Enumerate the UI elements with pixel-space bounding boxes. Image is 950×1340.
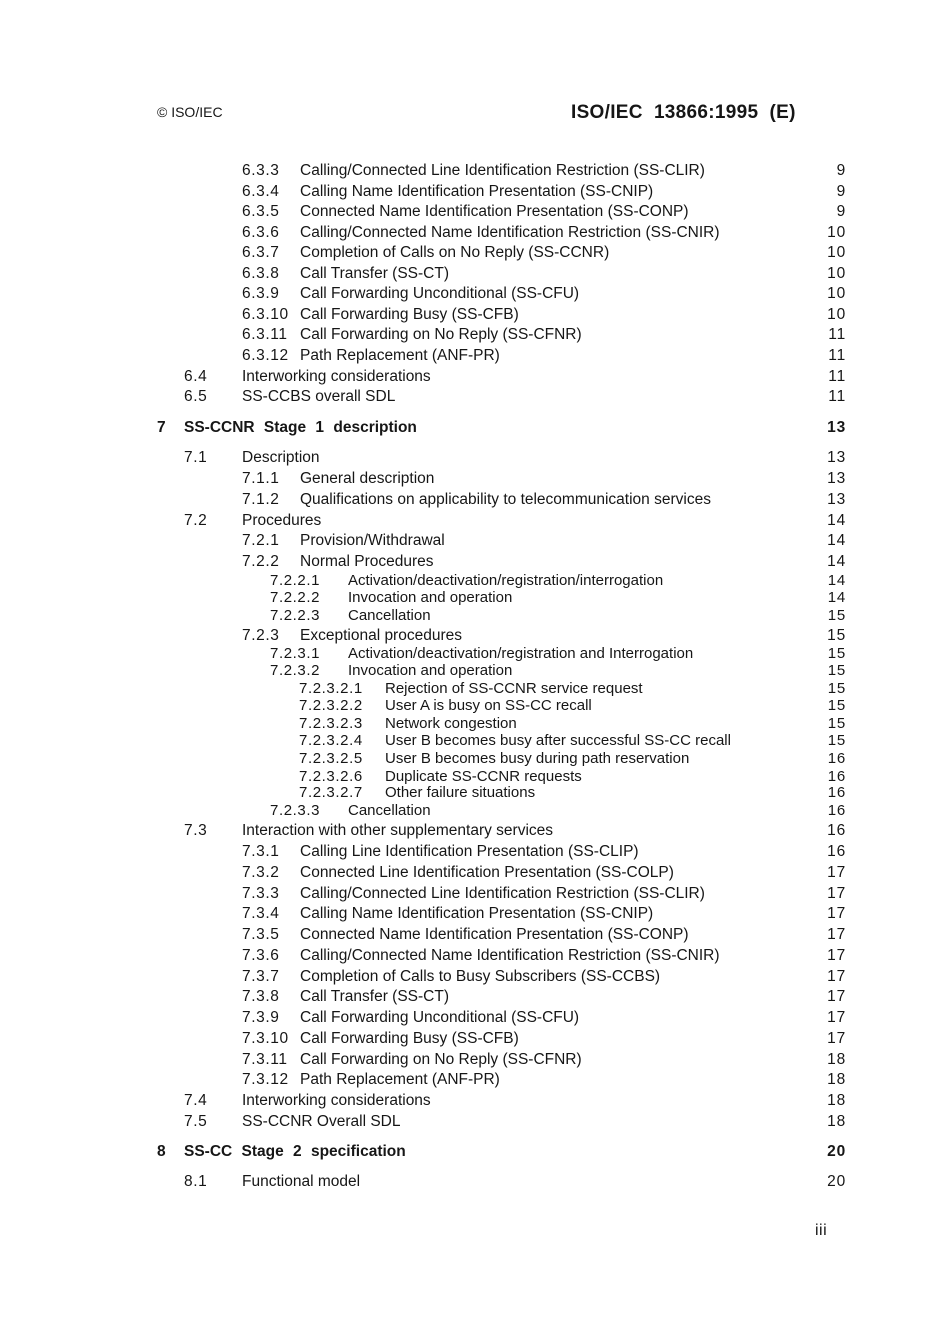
- toc-page-number: 17: [827, 988, 846, 1005]
- toc-page-number: 14: [827, 589, 846, 606]
- toc-page-number: 16: [827, 768, 846, 785]
- toc-section-number: 7.4: [184, 1092, 208, 1109]
- toc-section-number: 7.2.2.2: [270, 589, 321, 606]
- toc-page-number: 9: [836, 203, 846, 220]
- toc-section-number: 6.5: [184, 388, 208, 405]
- toc-section-title: Calling/Connected Line Identification Restriction (SS-CLIR): [300, 885, 705, 902]
- toc-section-number: 7.3.6: [242, 947, 280, 964]
- toc-section-number: 7.2.2.1: [270, 572, 321, 589]
- toc-page-number: 13: [827, 449, 846, 466]
- toc-section-number: 7.1.1: [242, 470, 280, 487]
- toc-section-title: Path Replacement (ANF-PR): [300, 1071, 500, 1088]
- toc-section-title: Calling/Connected Name Identification Restriction (SS-CNIR): [300, 947, 720, 964]
- toc-section-title: Call Forwarding on No Reply (SS-CFNR): [300, 1051, 582, 1068]
- toc-section-number: 7.3.4: [242, 905, 280, 922]
- toc-page-number: 13: [827, 470, 846, 487]
- toc-section-title: Functional model: [242, 1173, 361, 1190]
- toc-page-number: 13: [827, 419, 846, 436]
- toc-section-title: Activation/deactivation/registration/interrogation: [348, 572, 664, 589]
- toc-section-title: Provision/Withdrawal: [300, 532, 445, 549]
- toc-section-number: 8: [157, 1143, 167, 1160]
- toc-section-number: 7.2.2: [242, 553, 280, 570]
- toc-section-title: Description: [242, 449, 320, 466]
- toc-page-number: 17: [827, 947, 846, 964]
- toc-page-number: 14: [827, 512, 846, 529]
- toc-section-number: 7.3.8: [242, 988, 280, 1005]
- toc-section-number: 7.3.11: [242, 1051, 288, 1068]
- toc-section-number: 7.2.3.2.1: [299, 680, 363, 697]
- page-number: iii: [815, 1222, 828, 1239]
- toc-page-number: 15: [827, 645, 846, 662]
- toc-page-number: 16: [827, 802, 846, 819]
- toc-section-title: Cancellation: [348, 607, 431, 624]
- toc-section-number: 7.2.3.2.4: [299, 732, 363, 749]
- toc-section-number: 7.3.7: [242, 968, 280, 985]
- toc-page-number: 10: [827, 285, 846, 302]
- toc-section-title: Rejection of SS-CCNR service request: [385, 680, 643, 697]
- toc-section-title: Connected Name Identification Presentation (SS-CONP): [300, 926, 689, 943]
- toc-section-title: Interaction with other supplementary services: [242, 822, 554, 839]
- toc-section-title: Calling/Connected Name Identification Restriction (SS-CNIR): [300, 224, 720, 241]
- toc-section-number: 6.3.12: [242, 347, 289, 364]
- toc-section-number: 7.5: [184, 1113, 208, 1130]
- toc-section-number: 7.2.3: [242, 627, 280, 644]
- toc-section-number: 6.3.9: [242, 285, 280, 302]
- toc-page-number: 18: [827, 1071, 846, 1088]
- toc-page-number: 9: [836, 162, 846, 179]
- toc-page-number: 20: [827, 1143, 846, 1160]
- toc-page-number: 17: [827, 885, 846, 902]
- toc-page-number: 17: [827, 968, 846, 985]
- toc-page-number: 9: [836, 183, 846, 200]
- toc-section-number: 7.1: [184, 449, 208, 466]
- toc-page-number: 15: [827, 697, 846, 714]
- toc-page-number: 15: [827, 732, 846, 749]
- toc-section-title: Connected Line Identification Presentation (SS-COLP): [300, 864, 674, 881]
- toc-section-number: 7.2.3.3: [270, 802, 321, 819]
- toc-section-title: User A is busy on SS-CC recall: [385, 697, 592, 714]
- toc-section-title: Call Forwarding Busy (SS-CFB): [300, 1030, 519, 1047]
- toc-page-number: 14: [827, 572, 846, 589]
- toc-section-number: 7.3.9: [242, 1009, 280, 1026]
- toc-section-title: Invocation and operation: [348, 589, 513, 606]
- toc-section-number: 7.3.10: [242, 1030, 289, 1047]
- toc-section-number: 7.2.3.1: [270, 645, 321, 662]
- toc-page-number: 20: [827, 1173, 846, 1190]
- toc-section-title: User B becomes busy during path reservation: [385, 750, 690, 767]
- toc-section-title: Completion of Calls on No Reply (SS-CCNR): [300, 244, 610, 261]
- toc-section-title: SS-CC Stage 2 specification: [184, 1143, 406, 1160]
- toc-page-number: 17: [827, 1030, 846, 1047]
- toc-page-number: 15: [827, 715, 846, 732]
- toc-page-number: 18: [827, 1092, 846, 1109]
- toc-section-title: Call Forwarding Unconditional (SS-CFU): [300, 1009, 580, 1026]
- toc-section-title: Calling Name Identification Presentation (SS-CNIP): [300, 183, 654, 200]
- toc-section-title: Calling Name Identification Presentation (SS-CNIP): [300, 905, 654, 922]
- toc-section-number: 7.3: [184, 822, 208, 839]
- toc-page-number: 11: [828, 347, 846, 364]
- toc-section-title: SS-CCNR Overall SDL: [242, 1113, 401, 1130]
- toc-page-number: 15: [827, 627, 846, 644]
- header-copyright: © ISO/IEC: [157, 104, 223, 120]
- toc-section-title: Activation/deactivation/registration and Interrogation: [348, 645, 694, 662]
- toc-section-title: Connected Name Identification Presentation (SS-CONP): [300, 203, 689, 220]
- toc-page-number: 14: [827, 532, 846, 549]
- toc-section-title: Completion of Calls to Busy Subscribers (SS-CCBS): [300, 968, 661, 985]
- toc-section-title: Interworking considerations: [242, 1092, 431, 1109]
- toc-page-number: 16: [827, 822, 846, 839]
- toc-section-number: 6.4: [184, 368, 208, 385]
- toc-section-number: 7.2.2.3: [270, 607, 321, 624]
- toc-page-number: 16: [827, 750, 846, 767]
- toc-page-number: 17: [827, 905, 846, 922]
- toc-section-number: 7.2.3.2: [270, 662, 321, 679]
- toc-page-number: 10: [827, 265, 846, 282]
- toc-section-number: 7.3.5: [242, 926, 280, 943]
- toc-page-number: 17: [827, 926, 846, 943]
- toc-page-number: 16: [827, 843, 846, 860]
- toc-page-number: 11: [828, 388, 846, 405]
- toc-section-number: 7.2.3.2.5: [299, 750, 363, 767]
- toc-section-title: Interworking considerations: [242, 368, 431, 385]
- toc-page-number: 16: [827, 784, 846, 801]
- header-standard-id: ISO/IEC 13866:1995 (E): [571, 102, 796, 123]
- toc-section-title: SS-CCBS overall SDL: [242, 388, 396, 405]
- toc-page-number: 11: [828, 326, 846, 343]
- toc-section-title: Calling Line Identification Presentation (SS-CLIP): [300, 843, 639, 860]
- toc-section-title: Call Forwarding Unconditional (SS-CFU): [300, 285, 580, 302]
- toc-section-number: 7.3.1: [242, 843, 280, 860]
- toc-page-number: 18: [827, 1113, 846, 1130]
- toc-section-number: 7.1.2: [242, 491, 280, 508]
- toc-section-number: 7.3.12: [242, 1071, 289, 1088]
- toc-section-title: Calling/Connected Line Identification Restriction (SS-CLIR): [300, 162, 705, 179]
- toc-page-number: 10: [827, 244, 846, 261]
- toc-section-title: Path Replacement (ANF-PR): [300, 347, 500, 364]
- toc-section-number: 6.3.7: [242, 244, 280, 261]
- toc-section-number: 6.3.6: [242, 224, 280, 241]
- toc-section-title: Qualifications on applicability to telecommunication services: [300, 491, 711, 508]
- toc-page-number: 11: [828, 368, 846, 385]
- toc-section-number: 7.2.3.2.6: [299, 768, 363, 785]
- toc-section-number: 7.2: [184, 512, 208, 529]
- toc-page-number: 17: [827, 1009, 846, 1026]
- toc-page-number: 10: [827, 306, 846, 323]
- toc-section-title: Normal Procedures: [300, 553, 434, 570]
- toc-section-title: Duplicate SS-CCNR requests: [385, 768, 582, 785]
- toc-section-number: 6.3.10: [242, 306, 289, 323]
- toc-section-number: 7.2.1: [242, 532, 280, 549]
- toc-page-number: 13: [827, 491, 846, 508]
- toc-page-number: 18: [827, 1051, 846, 1068]
- toc-section-number: 7.3.3: [242, 885, 280, 902]
- toc-section-title: SS-CCNR Stage 1 description: [184, 419, 417, 436]
- toc-section-title: Cancellation: [348, 802, 431, 819]
- toc-section-title: Other failure situations: [385, 784, 536, 801]
- toc-section-number: 7.3.2: [242, 864, 280, 881]
- toc-section-title: Procedures: [242, 512, 322, 529]
- toc-section-number: 8.1: [184, 1173, 208, 1190]
- toc-section-number: 7.2.3.2.3: [299, 715, 363, 732]
- toc-section-number: 6.3.5: [242, 203, 280, 220]
- toc-section-number: 6.3.11: [242, 326, 288, 343]
- toc-section-number: 6.3.8: [242, 265, 280, 282]
- toc-page-number: 10: [827, 224, 846, 241]
- toc-page-number: 17: [827, 864, 846, 881]
- toc-section-title: Exceptional procedures: [300, 627, 462, 644]
- toc-section-title: Network congestion: [385, 715, 517, 732]
- toc-section-number: 7: [157, 419, 167, 436]
- toc-page-number: 14: [827, 553, 846, 570]
- toc-page-number: 15: [827, 680, 846, 697]
- toc-section-title: User B becomes busy after successful SS-CC recall: [385, 732, 731, 749]
- toc-section-title: Call Transfer (SS-CT): [300, 265, 449, 282]
- toc-section-number: 6.3.3: [242, 162, 280, 179]
- toc-page-number: 15: [827, 607, 846, 624]
- toc-section-title: Call Forwarding on No Reply (SS-CFNR): [300, 326, 582, 343]
- toc-section-number: 6.3.4: [242, 183, 280, 200]
- toc-section-title: Call Transfer (SS-CT): [300, 988, 449, 1005]
- toc-section-number: 7.2.3.2.7: [299, 784, 363, 801]
- toc-section-title: Call Forwarding Busy (SS-CFB): [300, 306, 519, 323]
- toc-page-number: 15: [827, 662, 846, 679]
- toc-section-title: General description: [300, 470, 435, 487]
- toc-section-title: Invocation and operation: [348, 662, 513, 679]
- toc-section-number: 7.2.3.2.2: [299, 697, 363, 714]
